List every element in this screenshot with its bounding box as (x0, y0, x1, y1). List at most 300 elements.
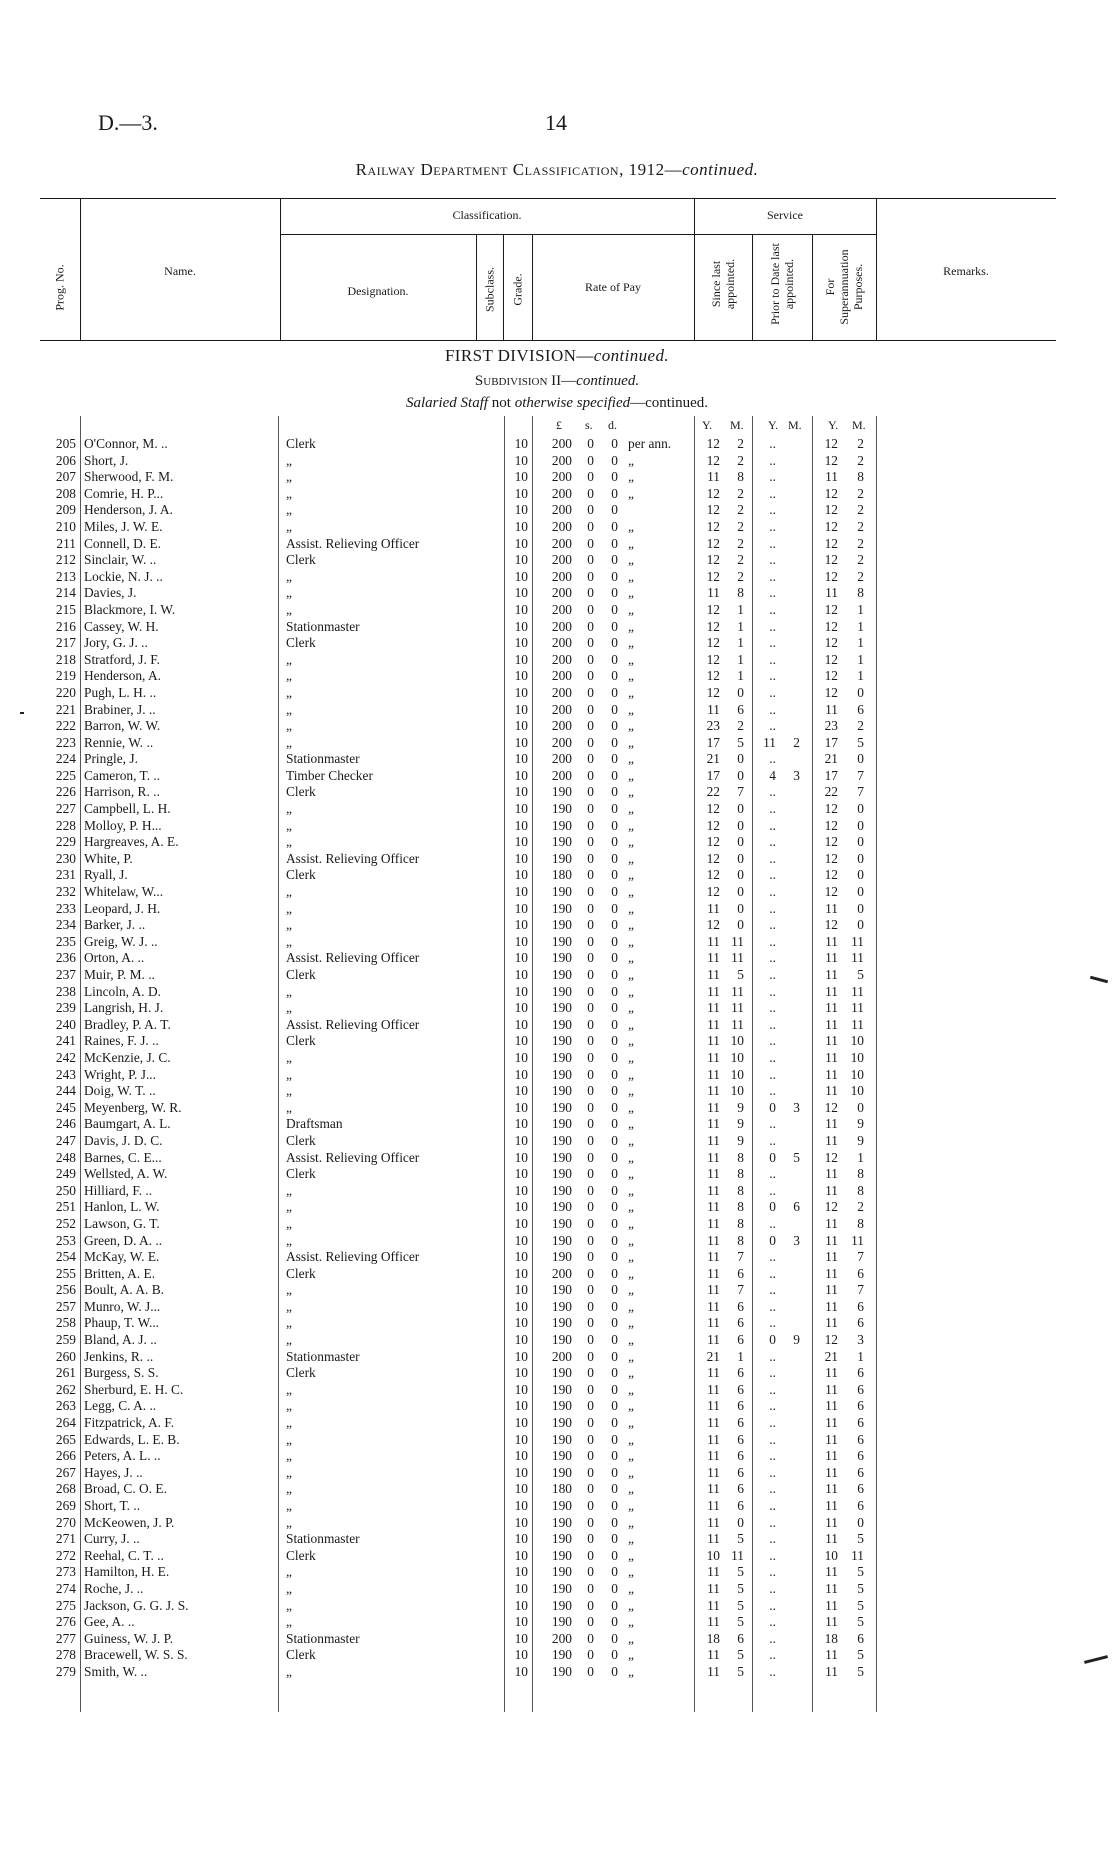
since-years: 11 (707, 1332, 720, 1348)
pay-pounds: 190 (551, 967, 572, 982)
since-months: 2 (737, 502, 744, 518)
super-years: 11 (825, 1016, 838, 1032)
pay-period: „ (628, 552, 634, 568)
since-months: 10 (730, 1066, 744, 1082)
prog-no: 224 (55, 751, 76, 767)
grade: 10 (514, 1415, 528, 1431)
grade: 10 (514, 1249, 528, 1265)
scan-mark (20, 712, 24, 714)
prior-years: 0 (769, 1099, 776, 1115)
grade: 10 (514, 601, 528, 617)
since-years: 12 (706, 601, 720, 617)
grade: 10 (514, 784, 528, 800)
prog-no: 260 (55, 1348, 76, 1364)
since-years: 11 (707, 1016, 720, 1032)
pay-period: „ (628, 469, 634, 485)
designation: Clerk (286, 1547, 316, 1563)
grade: 10 (514, 1398, 528, 1414)
prior-years: .. (769, 469, 776, 485)
table-row (0, 1266, 1114, 1283)
designation: Clerk (286, 1647, 316, 1663)
super-months: 0 (857, 867, 864, 883)
grade: 10 (514, 535, 528, 551)
table-row (0, 453, 1114, 470)
table-row (0, 1282, 1114, 1299)
super-months: 0 (857, 900, 864, 916)
prior-years: .. (769, 668, 776, 684)
pay-period: „ (628, 1116, 634, 1132)
table-row (0, 519, 1114, 536)
staff-name: Davies, J. (84, 585, 137, 601)
grade: 10 (514, 767, 528, 783)
designation: „ (286, 1083, 292, 1099)
pay-pence: 0 (611, 1332, 618, 1348)
since-years: 12 (706, 518, 720, 534)
pay-shillings: 0 (587, 452, 594, 468)
super-years: 17 (824, 734, 838, 750)
table-row (0, 1581, 1114, 1598)
super-years: 12 (824, 917, 838, 933)
staff-name: Lockie, N. J. .. (84, 568, 163, 584)
prior-years: .. (769, 1464, 776, 1480)
pay-pence: 0 (611, 884, 618, 900)
super-years: 12 (824, 518, 838, 534)
pay-period: „ (628, 1249, 634, 1265)
grade: 10 (514, 585, 528, 601)
since-years: 12 (706, 917, 720, 933)
staff-name: Doig, W. T. .. (84, 1083, 156, 1099)
grade: 10 (514, 801, 528, 817)
pay-shillings: 0 (587, 1348, 594, 1364)
since-months: 8 (737, 1182, 744, 1198)
pay-shillings: 0 (587, 850, 594, 866)
since-years: 11 (707, 1663, 720, 1679)
super-years: 11 (825, 701, 838, 717)
header-sep (812, 234, 813, 340)
grade: 10 (514, 618, 528, 634)
super-years: 12 (824, 884, 838, 900)
pay-pence: 0 (611, 1564, 618, 1580)
pay-shillings: 0 (587, 1415, 594, 1431)
pay-pence: 0 (611, 1049, 618, 1065)
prog-no: 240 (55, 1016, 76, 1032)
super-months: 0 (857, 1514, 864, 1530)
table-row (0, 950, 1114, 967)
staff-name: Guiness, W. J. P. (84, 1630, 173, 1646)
pay-shillings: 0 (587, 701, 594, 717)
table-row (0, 1133, 1114, 1150)
super-months: 5 (857, 1647, 864, 1663)
grade: 10 (514, 701, 528, 717)
pay-shillings: 0 (587, 1498, 594, 1513)
prog-no: 232 (55, 884, 76, 900)
super-months: 0 (857, 817, 864, 833)
staff-name: White, P. (84, 850, 133, 866)
since-months: 0 (737, 917, 744, 933)
pay-shillings: 0 (587, 1049, 594, 1065)
grade: 10 (514, 967, 528, 982)
designation: Stationmaster (286, 751, 360, 767)
pay-pence: 0 (611, 1182, 618, 1198)
designation: „ (286, 983, 292, 999)
super-years: 12 (824, 801, 838, 817)
pay-period: „ (628, 933, 634, 949)
pay-pounds: 190 (551, 1564, 572, 1580)
super-years: 18 (824, 1630, 838, 1646)
pay-pence: 0 (611, 1547, 618, 1563)
grade: 10 (514, 1199, 528, 1215)
since-months: 6 (737, 1398, 744, 1414)
pay-pence: 0 (611, 1348, 618, 1364)
super-months: 7 (857, 784, 864, 800)
prior-years: .. (769, 1448, 776, 1464)
pay-period: „ (628, 518, 634, 534)
super-years: 11 (825, 1365, 838, 1381)
pay-period: „ (628, 684, 634, 700)
super-months: 9 (857, 1116, 864, 1132)
pay-pounds: 200 (551, 436, 572, 451)
pay-pounds: 200 (551, 1265, 572, 1281)
staff-name: Lawson, G. T. (84, 1215, 160, 1231)
since-years: 11 (707, 701, 720, 717)
table-row (0, 934, 1114, 951)
grade: 10 (514, 568, 528, 584)
pay-shillings: 0 (587, 1016, 594, 1032)
super-years: 23 (824, 718, 838, 734)
prog-no: 205 (55, 436, 76, 451)
pay-pence: 0 (611, 1597, 618, 1613)
staff-name: Cameron, T. .. (84, 767, 161, 783)
pay-pence: 0 (611, 1315, 618, 1331)
designation: „ (286, 734, 292, 750)
super-months: 2 (857, 718, 864, 734)
pay-pence: 0 (611, 1614, 618, 1630)
header-top-rule (40, 198, 1056, 199)
table-row (0, 1465, 1114, 1482)
grade: 10 (514, 1498, 528, 1513)
super-years: 12 (824, 618, 838, 634)
pay-period: „ (628, 1000, 634, 1016)
pay-pence: 0 (611, 635, 618, 651)
grade: 10 (514, 900, 528, 916)
designation: „ (286, 1315, 292, 1331)
prog-no: 244 (55, 1083, 76, 1099)
header-since-last: Since last appointed. (709, 258, 737, 310)
since-months: 1 (737, 618, 744, 634)
pay-shillings: 0 (587, 784, 594, 800)
grade: 10 (514, 1365, 528, 1381)
grade: 10 (514, 817, 528, 833)
grade: 10 (514, 1663, 528, 1679)
super-months: 6 (857, 1265, 864, 1281)
staff-name: Barker, J. .. (84, 917, 146, 933)
pay-period: „ (628, 601, 634, 617)
pay-shillings: 0 (587, 767, 594, 783)
designation: Clerk (286, 1265, 316, 1281)
staff-name: Wright, P. J... (84, 1066, 156, 1082)
pay-pounds: 190 (551, 1398, 572, 1414)
since-months: 6 (737, 1332, 744, 1348)
since-years: 12 (706, 635, 720, 651)
pay-period: „ (628, 701, 634, 717)
staff-name: Curry, J. .. (84, 1531, 140, 1547)
since-months: 0 (737, 850, 744, 866)
pay-pence: 0 (611, 1199, 618, 1215)
super-months: 6 (857, 1315, 864, 1331)
prior-years: .. (769, 1647, 776, 1663)
grade: 10 (514, 1132, 528, 1148)
pay-pence: 0 (611, 1282, 618, 1298)
since-months: 9 (737, 1132, 744, 1148)
prog-no: 246 (55, 1116, 76, 1132)
pay-period: „ (628, 801, 634, 817)
pay-pounds: 190 (551, 884, 572, 900)
table-row (0, 552, 1114, 569)
pay-period: „ (628, 917, 634, 933)
super-years: 12 (824, 502, 838, 518)
super-years: 12 (824, 668, 838, 684)
pay-pounds: 200 (551, 734, 572, 750)
designation: Clerk (286, 967, 316, 982)
prior-years: 4 (769, 767, 776, 783)
table-row (0, 602, 1114, 619)
super-years: 12 (824, 684, 838, 700)
pay-pence: 0 (611, 983, 618, 999)
prior-years: .. (769, 1282, 776, 1298)
staff-name: McKenzie, J. C. (84, 1049, 171, 1065)
table-row (0, 1033, 1114, 1050)
since-months: 11 (731, 950, 744, 966)
designation: Clerk (286, 1166, 316, 1182)
since-months: 6 (737, 701, 744, 717)
pay-pence: 0 (611, 1099, 618, 1115)
since-years: 11 (707, 1614, 720, 1630)
pay-pounds: 190 (551, 1282, 572, 1298)
super-years: 11 (825, 1232, 838, 1248)
staff-name: Blackmore, I. W. (84, 601, 176, 617)
pay-pounds: 190 (551, 1215, 572, 1231)
staff-name: McKeowen, J. P. (84, 1514, 175, 1530)
super-months: 3 (857, 1332, 864, 1348)
since-months: 0 (737, 684, 744, 700)
since-months: 9 (737, 1116, 744, 1132)
pay-pounds: 190 (551, 1514, 572, 1530)
staff-name: McKay, W. E. (84, 1249, 160, 1265)
table-row (0, 1614, 1114, 1631)
pay-pounds: 200 (551, 601, 572, 617)
prog-no: 275 (55, 1597, 76, 1613)
since-years: 12 (706, 436, 720, 451)
designation: „ (286, 1580, 292, 1596)
super-months: 0 (857, 850, 864, 866)
since-years: 12 (706, 568, 720, 584)
prog-no: 272 (55, 1547, 76, 1563)
designation: „ (286, 1464, 292, 1480)
since-years: 12 (706, 535, 720, 551)
table-row (0, 486, 1114, 503)
prior-years: .. (769, 751, 776, 767)
staff-name: Reehal, C. T. .. (84, 1547, 164, 1563)
designation: „ (286, 1332, 292, 1348)
prog-no: 236 (55, 950, 76, 966)
pay-pounds: 200 (551, 1630, 572, 1646)
designation: „ (286, 801, 292, 817)
since-years: 11 (707, 950, 720, 966)
pay-pence: 0 (611, 651, 618, 667)
staff-name: Campbell, L. H. (84, 801, 171, 817)
prior-years: .. (769, 784, 776, 800)
staff-name: Jory, G. J. .. (84, 635, 148, 651)
staff-name: Barnes, C. E... (84, 1149, 162, 1165)
prior-years: .. (769, 1547, 776, 1563)
staff-name: Lincoln, A. D. (84, 983, 161, 999)
pay-pence: 0 (611, 1298, 618, 1314)
pay-pounds: 200 (551, 718, 572, 734)
grade: 10 (514, 485, 528, 501)
pay-shillings: 0 (587, 1547, 594, 1563)
super-months: 11 (851, 933, 864, 949)
designation: Assist. Relieving Officer (286, 1149, 420, 1165)
pay-pounds: 200 (551, 684, 572, 700)
designation: Clerk (286, 436, 316, 451)
prog-no: 223 (55, 734, 76, 750)
super-years: 11 (825, 1531, 838, 1547)
staff-name: Leopard, J. H. (84, 900, 161, 916)
prior-years: 11 (763, 734, 776, 750)
pay-period: „ (628, 1315, 634, 1331)
since-years: 12 (706, 850, 720, 866)
prior-years: .. (769, 834, 776, 850)
super-years: 21 (824, 751, 838, 767)
since-months: 2 (737, 452, 744, 468)
staff-name: Munro, W. J... (84, 1298, 161, 1314)
since-years: 11 (707, 469, 720, 485)
pay-pounds: 200 (551, 635, 572, 651)
since-years: 11 (707, 1481, 720, 1497)
staff-name: Comrie, H. P... (84, 485, 164, 501)
table-row (0, 1100, 1114, 1117)
super-months: 10 (850, 1083, 864, 1099)
super-months: 1 (857, 601, 864, 617)
pay-pounds: 190 (551, 1663, 572, 1679)
super-months: 0 (857, 917, 864, 933)
since-months: 0 (737, 817, 744, 833)
since-years: 11 (707, 1298, 720, 1314)
pay-period: „ (628, 1016, 634, 1032)
staff-name: Short, T. .. (84, 1498, 141, 1513)
pay-pounds: 200 (551, 585, 572, 601)
header-bottom-rule (40, 340, 1056, 341)
since-months: 8 (737, 585, 744, 601)
super-years: 12 (824, 834, 838, 850)
prior-years: 0 (769, 1332, 776, 1348)
pay-pence: 0 (611, 1531, 618, 1547)
since-years: 11 (707, 1132, 720, 1148)
pay-shillings: 0 (587, 950, 594, 966)
prog-no: 219 (55, 668, 76, 684)
pay-shillings: 0 (587, 635, 594, 651)
prog-no: 230 (55, 850, 76, 866)
pay-pounds: 200 (551, 552, 572, 568)
prior-years: .. (769, 701, 776, 717)
pay-shillings: 0 (587, 1464, 594, 1480)
table-row (0, 1415, 1114, 1432)
super-months: 0 (857, 1099, 864, 1115)
designation: „ (286, 469, 292, 485)
since-years: 11 (707, 1166, 720, 1182)
super-years: 11 (825, 1564, 838, 1580)
staff-name: Sherwood, F. M. (84, 469, 174, 485)
pay-shillings: 0 (587, 1365, 594, 1381)
table-row (0, 619, 1114, 636)
super-years: 11 (825, 967, 838, 982)
prior-years: .. (769, 1132, 776, 1148)
staff-name: Henderson, A. (84, 668, 161, 684)
since-months: 8 (737, 1232, 744, 1248)
grade: 10 (514, 1564, 528, 1580)
pay-shillings: 0 (587, 1514, 594, 1530)
prog-no: 233 (55, 900, 76, 916)
staff-name: Sinclair, W. .. (84, 552, 157, 568)
table-row (0, 1249, 1114, 1266)
pay-period: „ (628, 867, 634, 883)
table-row (0, 1000, 1114, 1017)
unit-pound: £ (556, 418, 562, 432)
prog-no: 227 (55, 801, 76, 817)
super-years: 12 (824, 651, 838, 667)
staff-d: —continued. (630, 395, 709, 411)
table-row (0, 901, 1114, 918)
pay-shillings: 0 (587, 1199, 594, 1215)
super-years: 12 (824, 1099, 838, 1115)
grade: 10 (514, 1215, 528, 1231)
designation: „ (286, 601, 292, 617)
since-years: 11 (707, 1381, 720, 1397)
since-months: 6 (737, 1415, 744, 1431)
prior-years: .. (769, 518, 776, 534)
prior-years: 0 (769, 1149, 776, 1165)
prior-years: .. (769, 1265, 776, 1281)
staff-name: Gee, A. .. (84, 1614, 135, 1630)
since-months: 0 (737, 884, 744, 900)
pay-shillings: 0 (587, 1431, 594, 1447)
pay-pence: 0 (611, 1381, 618, 1397)
designation: Clerk (286, 867, 316, 883)
pay-pounds: 190 (551, 850, 572, 866)
prog-no: 222 (55, 718, 76, 734)
unit-shillings: s. (585, 418, 593, 432)
since-months: 5 (737, 1614, 744, 1630)
prog-no: 234 (55, 917, 76, 933)
staff-name: Rennie, W. .. (84, 734, 154, 750)
staff-name: Wellsted, A. W. (84, 1166, 168, 1182)
pay-shillings: 0 (587, 1398, 594, 1414)
prog-no: 254 (55, 1249, 76, 1265)
pay-shillings: 0 (587, 1215, 594, 1231)
grade: 10 (514, 1464, 528, 1480)
prior-years: .. (769, 651, 776, 667)
since-months: 7 (737, 784, 744, 800)
super-years: 17 (824, 767, 838, 783)
pay-pounds: 200 (551, 452, 572, 468)
unit-months-1: M. (730, 418, 744, 432)
header-prior-to-date: Prior to Date last appointed. (768, 243, 796, 325)
pay-shillings: 0 (587, 618, 594, 634)
prior-years: .. (769, 1083, 776, 1099)
pay-shillings: 0 (587, 867, 594, 883)
table-row (0, 735, 1114, 752)
prior-years: .. (769, 1365, 776, 1381)
